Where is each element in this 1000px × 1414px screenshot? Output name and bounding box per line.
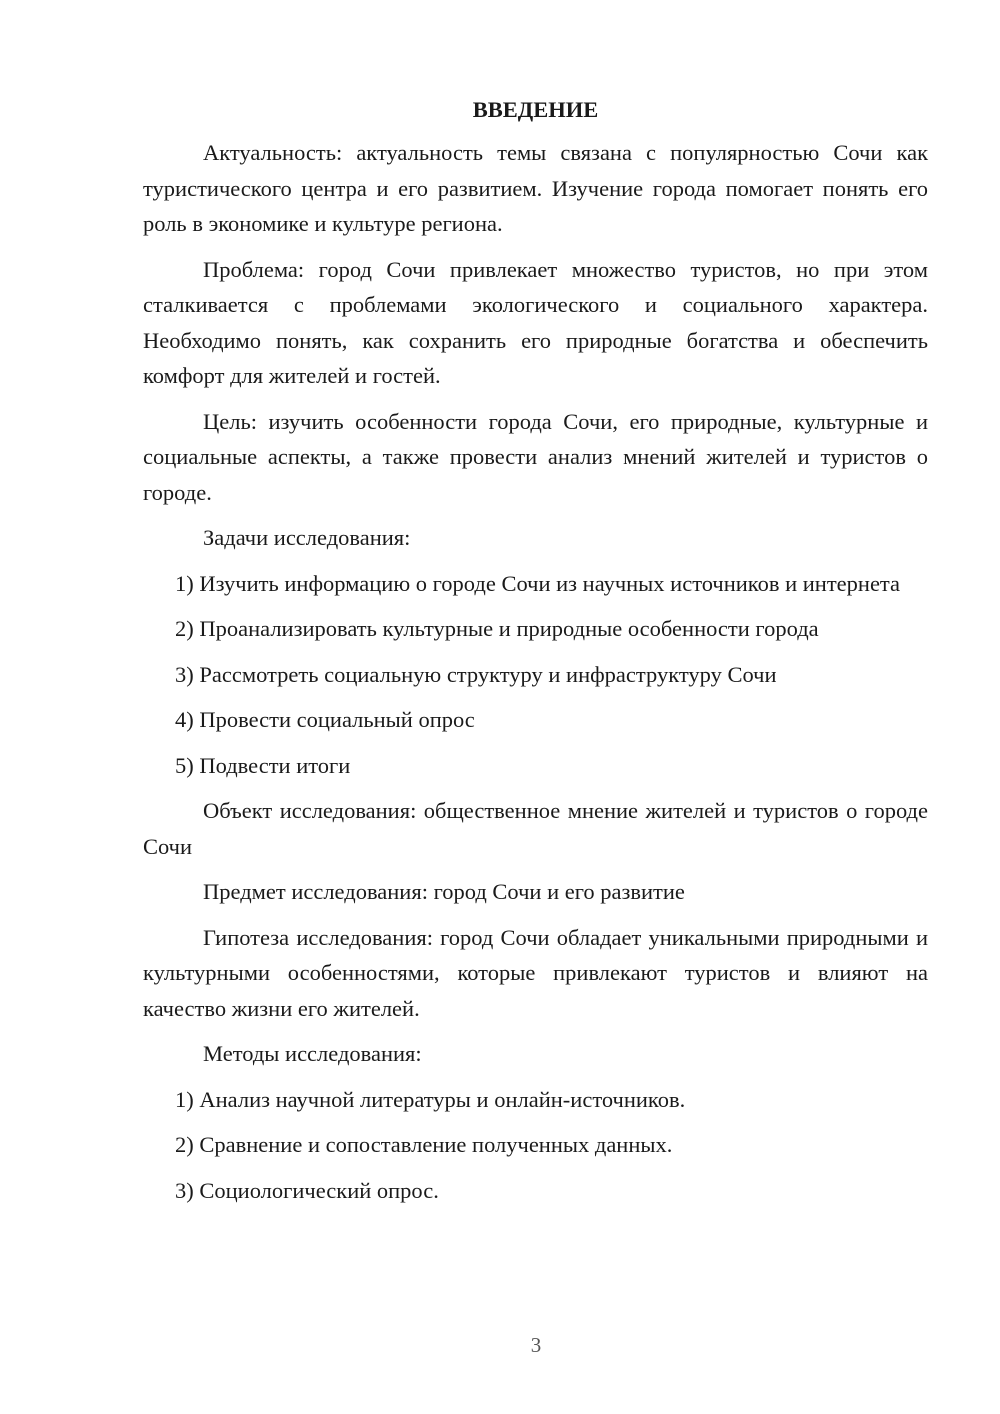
method-item-3: 3) Социологический опрос. [175,1177,439,1203]
page-number: 3 [530,1333,542,1357]
paragraph-goal: Цель: изучить особенности города Сочи, его природные, культурные и социальные аспекты, а также провести анализ мнений жителей и туристов о городе. [143,408,928,505]
task-item-4: 4) Провести социальный опрос [175,707,475,732]
task-item-5: 5) Подвести итоги [175,752,351,778]
task-item-1: 1) Изучить информацию о городе Сочи из научных источников и интернета [175,570,901,596]
section-title: ВВЕДЕНИЕ [472,97,599,122]
paragraph-relevance: Актуальность: актуальность темы связана с популярностью Сочи как туристического центра и его развитием. Изучение города помогает понять его роль в экономике и культуре региона. [143,140,928,236]
paragraph-subject: Предмет исследования: город Сочи и его развитие [203,879,685,904]
method-item-2: 2) Сравнение и сопоставление полученных данных. [175,1132,673,1157]
paragraph-object: Объект исследования: общественное мнение жителей и туристов о городе Сочи [143,798,928,859]
page-content [143,95,928,1218]
task-item-3: 3) Рассмотреть социальную структуру и инфраструктуру Сочи [175,661,777,687]
tasks-heading: Задачи исследования: [203,525,411,550]
paragraph-problem: Проблема: город Сочи привлекает множество туристов, но при этом сталкивается с проблемами экологического и социального характера. Необходимо понять, как сохранить его природные богатства и обеспечить комфорт для жителей и гостей. [143,256,928,388]
paragraph-hypothesis: Гипотеза исследования: город Сочи обладает уникальными природными и культурными особенностями, которые привлекают туристов и влияют на качество жизни его жителей. [143,924,928,1021]
method-item-1: 1) Анализ научной литературы и онлайн-источников. [175,1086,686,1112]
methods-heading: Методы исследования: [203,1041,422,1066]
task-item-2: 2) Проанализировать культурные и природные особенности города [175,616,819,641]
